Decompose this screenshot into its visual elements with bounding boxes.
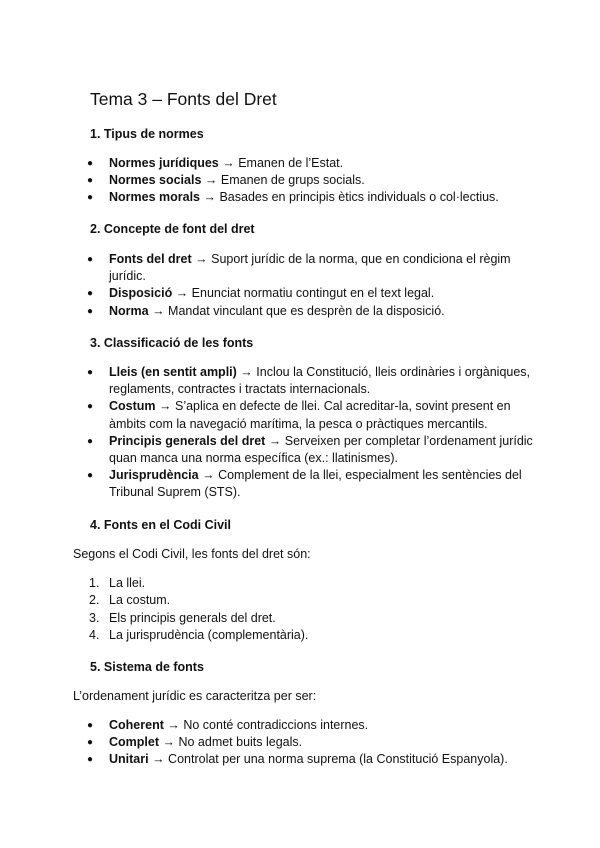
section-1-list: [86, 155, 536, 207]
list-item: [86, 155, 536, 172]
item-text: La llei.: [109, 576, 146, 590]
section-2-list: [86, 251, 536, 320]
item-desc: → S’aplica en defecte de llei. Cal acreditar-la, sovint present en àmbits com la navegació marítima, la pesca o pràctiques mercantils.: [109, 399, 511, 431]
list-item: [86, 251, 536, 285]
list-item: [86, 734, 536, 751]
list-item: [86, 627, 536, 644]
list-item: [86, 575, 536, 592]
item-desc: → Enunciat normatiu contingut en el text legal.: [175, 286, 435, 301]
item-term: Fonts del dret: [109, 252, 192, 266]
item-term: Disposició: [109, 286, 173, 301]
item-desc: → Mandat vinculant que es desprèn de la disposició.: [152, 303, 445, 318]
section-heading-4: 4. Fonts en el Codi Civil: [90, 518, 231, 532]
item-text: Els principis generals del dret.: [109, 610, 276, 625]
item-text: La jurisprudència (complementària).: [109, 627, 309, 642]
item-desc: → Suport jurídic de la norma, que en condiciona el règim jurídic.: [109, 252, 511, 284]
item-term: Normes jurídiques: [109, 156, 219, 170]
item-desc: → Serveixen per completar l’ordenament jurídic quan manca una norma específica (ex.: llatinismes).: [109, 433, 533, 466]
section-heading-1: 1. Tipus de normes: [90, 127, 204, 141]
item-term: Lleis (en sentit ampli): [109, 365, 237, 379]
section-4-intro: Segons el Codi Civil, les fonts del dret són:: [73, 547, 311, 561]
item-number: 3.: [89, 610, 100, 625]
item-number: 4.: [89, 627, 100, 642]
item-desc: → Controlat per una norma suprema (la Constitució Espanyola).: [152, 752, 508, 767]
section-heading-2: 2. Concepte de font del dret: [90, 222, 255, 236]
item-term: Jurisprudència: [109, 468, 199, 483]
item-number: 1.: [89, 576, 100, 590]
item-term: Unitari: [109, 752, 149, 767]
list-item: [86, 717, 536, 734]
section-heading-3: 3. Classificació de les fonts: [90, 336, 254, 350]
item-desc: → Emanen de grups socials.: [204, 173, 365, 188]
item-desc: → No admet buits legals.: [162, 735, 303, 750]
list-item: [86, 467, 536, 501]
list-item: [86, 610, 536, 627]
list-item: [86, 285, 536, 302]
item-term: Normes morals: [109, 190, 201, 205]
list-item: [86, 592, 536, 609]
list-item: [86, 364, 536, 398]
item-desc: → No conté contradiccions internes.: [167, 718, 369, 732]
item-desc: → Emanen de l’Estat.: [222, 156, 344, 170]
item-desc: → Inclou la Constitució, lleis ordinàries i orgàniques, reglaments, contractes i tractats internacionals.: [109, 365, 531, 397]
item-term: Coherent: [109, 718, 164, 732]
item-text: La costum.: [109, 593, 171, 608]
list-item: [86, 433, 536, 467]
section-5-list: [86, 717, 536, 769]
item-number: 2.: [89, 593, 100, 608]
section-3-list: [86, 364, 536, 502]
section-heading-5: 5. Sistema de fonts: [90, 660, 204, 674]
item-term: Costum: [109, 399, 156, 414]
list-item: [86, 172, 536, 189]
item-term: Complet: [109, 735, 159, 750]
page-title: Tema 3 – Fonts del Dret: [90, 89, 277, 109]
item-term: Normes socials: [109, 173, 202, 188]
item-desc: → Complement de la llei, especialment les sentències del Tribunal Suprem (STS).: [109, 468, 522, 500]
item-term: Principis generals del dret: [109, 433, 266, 448]
item-desc: → Basades en principis ètics individuals o col·lectius.: [203, 190, 499, 205]
list-item: [86, 398, 536, 432]
list-item: [86, 751, 536, 768]
list-item: [86, 189, 536, 206]
item-term: Norma: [109, 303, 149, 318]
list-item: [86, 303, 536, 320]
section-4-numbered-list: [86, 575, 536, 644]
section-5-intro: L’ordenament jurídic es caracteritza per ser:: [73, 689, 317, 703]
